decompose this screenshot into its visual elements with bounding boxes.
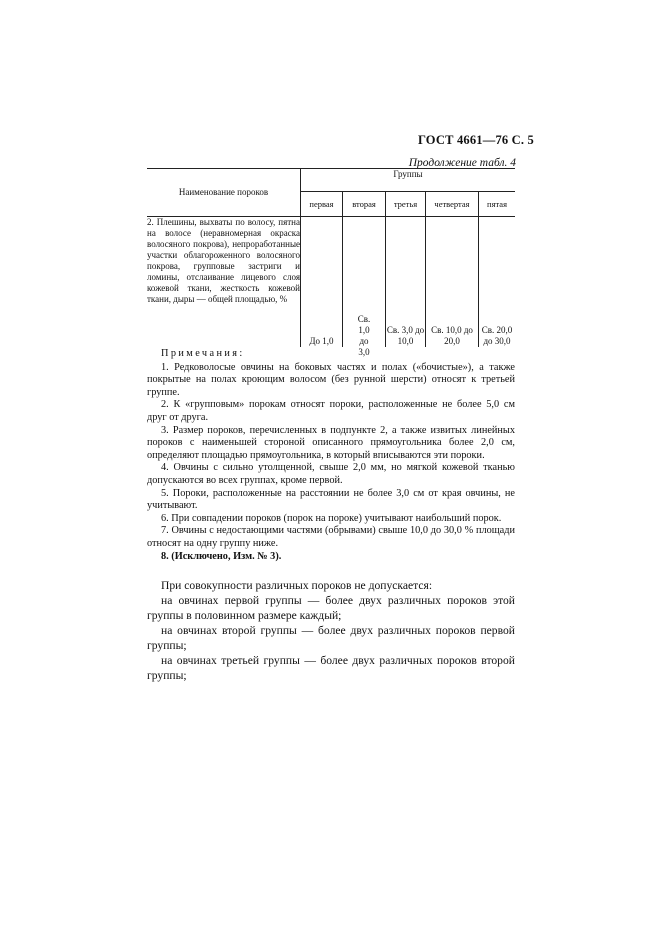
- col-header-second: вторая: [343, 192, 386, 217]
- value-fourth: Св. 10,0 до 20,0: [426, 217, 479, 348]
- value-fifth: Св. 20,0 до 30,0: [479, 217, 516, 348]
- note-item: 2. К «групповым» порокам относят пороки, расположенные не более 5,0 см друг от друга.: [147, 399, 515, 423]
- groups-header: Группы: [301, 169, 516, 192]
- table-row: [147, 217, 515, 348]
- note-item: 4. Овчины с сильно утолщенной, свыше 2,0 мм, но мягкой кожевой тканью допускаются во всех группах, кроме первой.: [147, 462, 515, 486]
- col-header-fourth: четвертая: [426, 192, 479, 217]
- note-item: 7. Овчины с недостающими частями (обрывами) свыше 10,0 до 30,0 % площади относят на одну группу ниже.: [147, 525, 515, 549]
- note-item: 1. Редковолосые овчины на боковых частях и полах («бочистые»), а также покрытые на полах кроющим волосом (без рунной шерсти) относят к третьей группе.: [147, 361, 515, 398]
- value-second: [343, 217, 386, 357]
- col-header-third: третья: [386, 192, 426, 217]
- body-paragraph: При совокупности различных пороков не допускается:: [161, 579, 433, 592]
- value-first: До 1,0: [301, 217, 343, 348]
- body-text: [147, 578, 515, 683]
- col-header-fifth: пятая: [479, 192, 516, 217]
- notes-heading: Примечания:: [161, 348, 245, 359]
- value-second-text: Св. 1,0 до 3,0: [357, 314, 371, 357]
- page-header: ГОСТ 4661—76 С. 5: [417, 133, 534, 147]
- table-continuation-label: Продолжение табл. 4: [408, 157, 516, 169]
- defect-name-header: Наименование пороков: [147, 169, 301, 217]
- col-header-first: первая: [301, 192, 343, 217]
- note-item: 6. При совпадении пороков (порок на пороке) учитывают наибольший порок.: [161, 512, 502, 524]
- note-item: 8. (Исключено, Изм. № 3).: [161, 550, 282, 562]
- body-paragraph: на овчинах второй группы — более двух различных пороков первой группы;: [147, 624, 515, 652]
- defect-name-cell: 2. Плешины, выхваты по волосу, пятна на волосе (неравномерная окраска волосяного покрова), непроработанные участки облагороженного волосяного покрова, групповые застриги и ломины, отслаивание лицевого слоя кожевой ткани, жесткость кожевой ткани, дыры — общей площадью, %: [147, 217, 301, 348]
- note-item: 5. Пороки, расположенные на расстоянии не более 3,0 см от края овчины, не учитывают.: [147, 487, 515, 512]
- value-third: Св. 3,0 до 10,0: [386, 217, 426, 348]
- body-paragraph: на овчинах третьей группы — более двух различных пороков второй группы;: [147, 654, 515, 682]
- note-item: 3. Размер пороков, перечисленных в подпункте 2, а также извитых линейных пороков с наименьшей стороной описанного прямоугольника более 2,0 см, определяют площадью прямоугольника, в который вписываются эти пороки.: [147, 424, 515, 461]
- body-paragraph: на овчинах первой группы — более двух различных пороков этой группы в половинном размере каждый;: [147, 594, 515, 622]
- notes-section: [147, 348, 515, 563]
